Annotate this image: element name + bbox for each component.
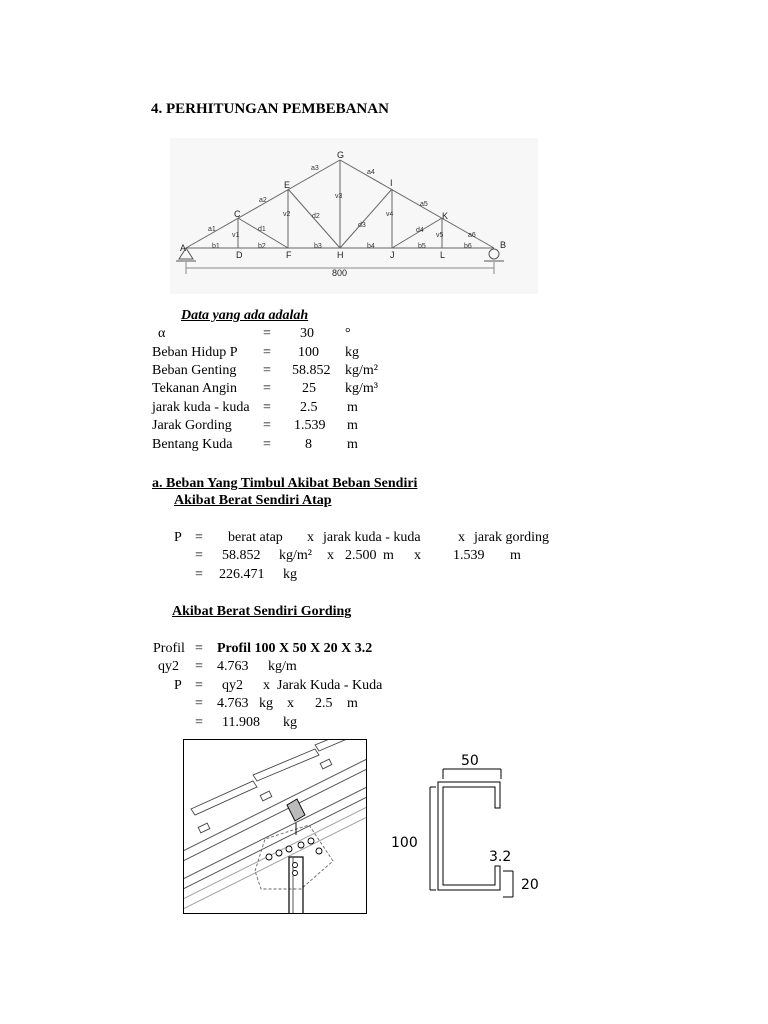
calc-line <box>0 677 768 695</box>
sub-title-gording: Akibat Berat Sendiri Gording <box>172 604 352 619</box>
calc-symbol: Profil <box>153 641 185 656</box>
calc-result: 226.471 <box>219 567 265 582</box>
calc-unit: m <box>510 548 521 563</box>
calc-line <box>0 566 768 584</box>
c-profile-section-drawing <box>385 745 550 905</box>
calc-line <box>0 695 768 713</box>
calc-times: x <box>263 678 270 693</box>
data-row <box>0 436 768 454</box>
data-value: 1.539 <box>294 418 326 433</box>
member-label: v2 <box>283 211 291 218</box>
calc-unit: m <box>383 548 394 563</box>
data-unit: kg/m² <box>345 363 378 378</box>
member-label: a6 <box>468 232 476 239</box>
member-label: a2 <box>259 197 267 204</box>
truss-diagram <box>170 138 538 294</box>
calc-equals: = <box>195 715 203 730</box>
member-label: d1 <box>258 226 266 233</box>
profile-lip-label: 20 <box>521 877 539 893</box>
member-label: v5 <box>436 232 444 239</box>
member-label: a4 <box>367 169 375 176</box>
calc-equals: = <box>195 659 203 674</box>
calc-times: x <box>414 548 421 563</box>
node-label-e: E <box>284 180 291 190</box>
calc-unit: kg <box>283 715 297 730</box>
member-label: b4 <box>367 243 375 250</box>
data-row <box>0 417 768 435</box>
c-profile-shape <box>438 782 500 890</box>
calc-line <box>0 640 768 658</box>
calc-equals: = <box>195 530 203 545</box>
member-label: d2 <box>312 213 320 220</box>
data-section-title: Data yang ada adalah <box>181 308 309 323</box>
node-label-d: D <box>236 250 243 260</box>
calc-equals: = <box>195 678 203 693</box>
data-row <box>0 362 768 380</box>
node-label-h: H <box>337 250 344 260</box>
calc-term: jarak kuda - kuda <box>323 530 421 545</box>
calc-term: jarak gording <box>474 530 550 545</box>
data-equals: = <box>263 400 271 415</box>
data-value: 8 <box>305 437 312 452</box>
member-label: b2 <box>258 243 266 250</box>
span-dimension-label: 800 <box>332 268 348 278</box>
node-label-j: J <box>390 250 395 260</box>
data-unit: ° <box>345 326 351 341</box>
calc-value: 4.763 <box>217 659 249 674</box>
data-label: α <box>158 326 166 341</box>
profile-width-label: 50 <box>461 753 479 769</box>
data-row <box>0 399 768 417</box>
member-label: v3 <box>335 193 343 200</box>
calc-equals: = <box>195 641 203 656</box>
member-label: b5 <box>418 243 426 250</box>
node-label-g: G <box>337 150 345 160</box>
member-label: b3 <box>314 243 322 250</box>
data-equals: = <box>263 381 271 396</box>
data-unit: m <box>347 400 358 415</box>
profile-height-label: 100 <box>391 835 418 851</box>
data-label: Beban Genting <box>152 363 237 378</box>
data-unit: m <box>347 437 358 452</box>
node-label-l: L <box>440 250 446 260</box>
data-unit: kg/m³ <box>345 381 378 396</box>
data-equals: = <box>263 418 271 433</box>
node-label-i: I <box>390 178 393 188</box>
node-label-k: K <box>442 211 449 221</box>
member-label: a1 <box>208 226 216 233</box>
data-equals: = <box>263 345 271 360</box>
data-value: 30 <box>300 326 314 341</box>
calc-term: berat atap <box>228 530 283 545</box>
node-label-c: C <box>234 209 241 219</box>
calc-equals: = <box>195 548 203 563</box>
data-label: Beban Hidup P <box>152 345 238 360</box>
data-row <box>0 344 768 362</box>
node-label-a: A <box>180 243 187 253</box>
calc-symbol: qy2 <box>158 659 179 674</box>
member-label: b1 <box>212 243 220 250</box>
calc-symbol: P <box>174 678 182 693</box>
data-unit: kg <box>345 345 359 360</box>
data-label: Tekanan Angin <box>152 381 237 396</box>
calc-value: 1.539 <box>453 548 485 563</box>
data-value: 100 <box>298 345 319 360</box>
page-heading: 4. PERHITUNGAN PEMBEBANAN <box>151 101 389 117</box>
calc-term: Jarak Kuda - Kuda <box>277 678 383 693</box>
member-label: d3 <box>358 222 366 229</box>
data-value: 58.852 <box>292 363 331 378</box>
calc-term: qy2 <box>222 678 243 693</box>
calc-line <box>0 547 768 565</box>
calc-value: 58.852 <box>222 548 261 563</box>
calc-times: x <box>458 530 465 545</box>
calc-unit: kg/m² <box>279 548 312 563</box>
gording-connection-drawing <box>183 739 367 914</box>
data-row <box>0 380 768 398</box>
data-equals: = <box>263 326 271 341</box>
section-a-title: a. Beban Yang Timbul Akibat Beban Sendiri <box>152 476 418 491</box>
calc-equals: = <box>195 696 203 711</box>
calc-value: 2.5 <box>315 696 333 711</box>
member-label: a3 <box>311 165 319 172</box>
calc-times: x <box>307 530 314 545</box>
node-label-b: B <box>500 240 507 250</box>
calc-result: 11.908 <box>222 715 260 730</box>
data-label: Bentang Kuda <box>152 437 233 452</box>
calc-line <box>0 529 768 547</box>
calc-unit: kg <box>283 567 297 582</box>
member-label: v4 <box>386 211 394 218</box>
data-equals: = <box>263 437 271 452</box>
data-label: jarak kuda - kuda <box>152 400 250 415</box>
calc-value: 2.500 <box>345 548 377 563</box>
data-equals: = <box>263 363 271 378</box>
calc-symbol: P <box>174 530 182 545</box>
calc-line <box>0 658 768 676</box>
calc-equals: = <box>195 567 203 582</box>
calc-unit: kg <box>259 696 273 711</box>
sub-title-atap: Akibat Berat Sendiri Atap <box>174 493 332 508</box>
member-label: b6 <box>464 243 472 250</box>
data-row <box>0 325 768 343</box>
calc-unit: m <box>347 696 358 711</box>
member-label: d4 <box>416 227 424 234</box>
calc-times: x <box>327 548 334 563</box>
calc-value: 4.763 <box>217 696 249 711</box>
data-unit: m <box>347 418 358 433</box>
calc-times: x <box>287 696 294 711</box>
member-label: a5 <box>420 201 428 208</box>
node-label-f: F <box>286 250 292 260</box>
profile-thickness-label: 3.2 <box>489 849 512 865</box>
data-value: 2.5 <box>300 400 318 415</box>
member-label: v1 <box>232 232 240 239</box>
data-label: Jarak Gording <box>152 418 232 433</box>
calc-line <box>0 714 768 732</box>
data-value: 25 <box>302 381 316 396</box>
profile-name: Profil 100 X 50 X 20 X 3.2 <box>217 641 373 656</box>
calc-unit: kg/m <box>268 659 297 674</box>
